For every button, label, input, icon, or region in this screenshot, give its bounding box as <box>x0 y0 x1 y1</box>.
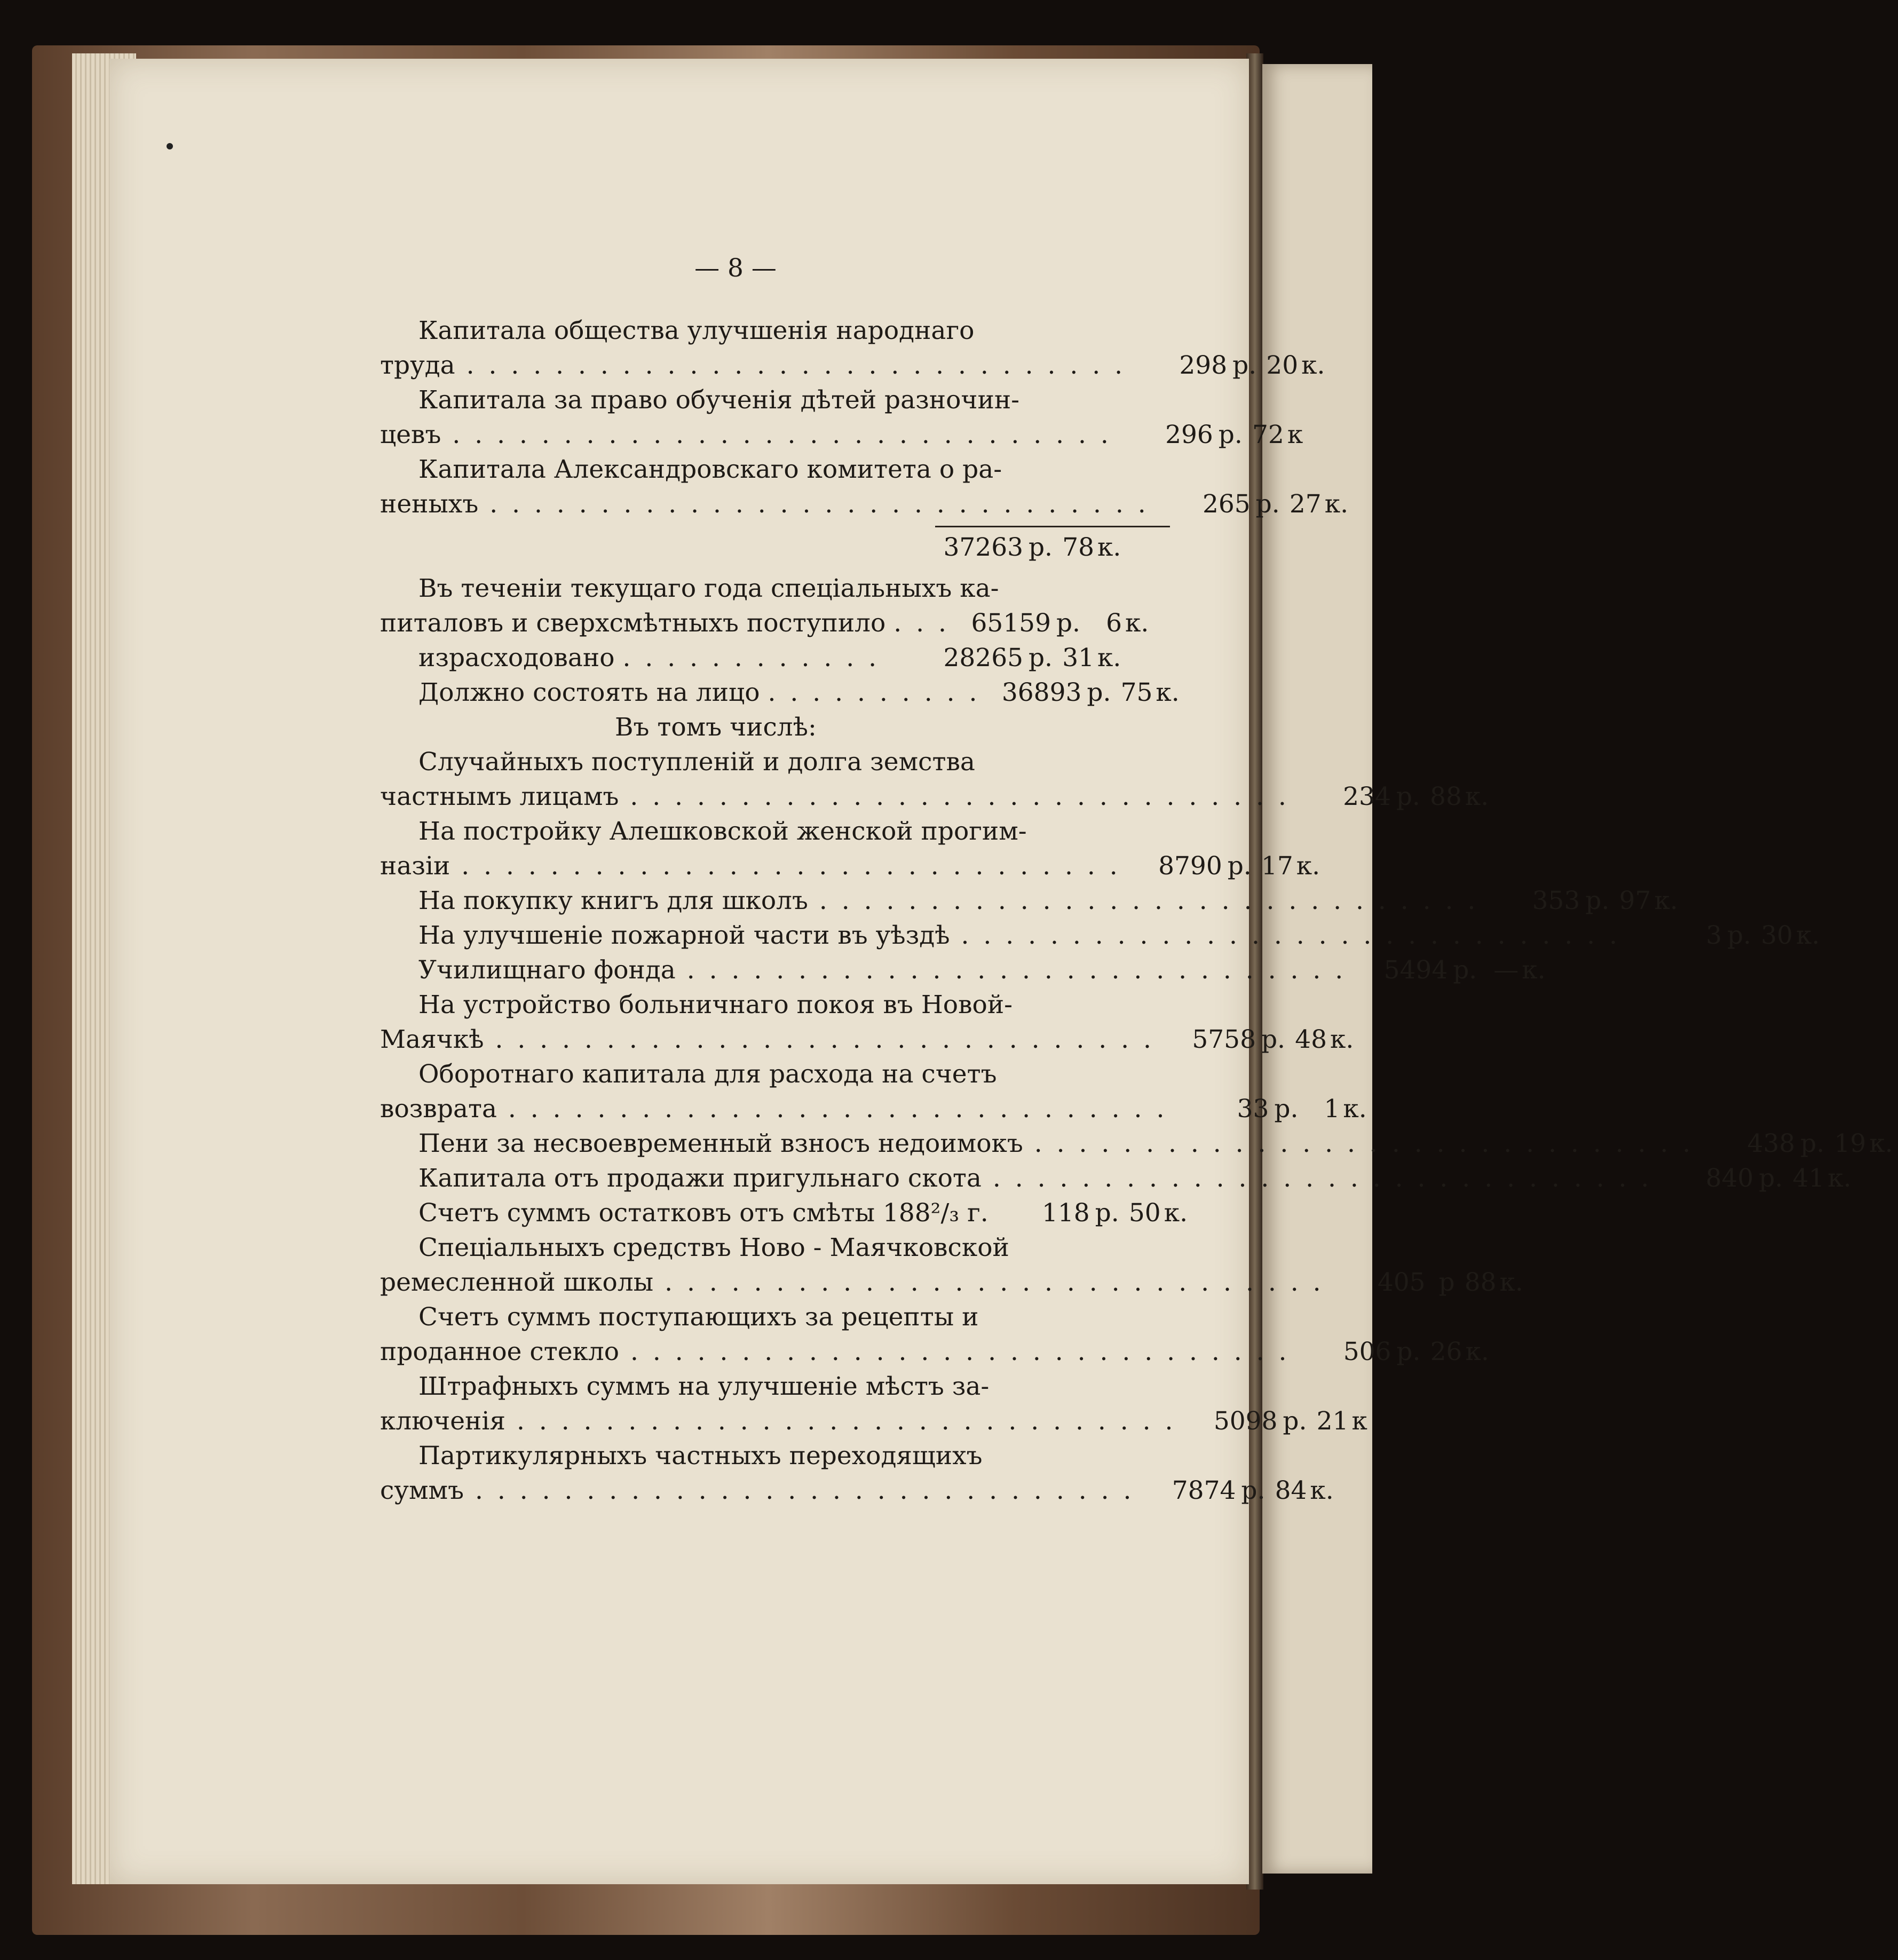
entry-label-text: Счетъ суммъ остатковъ отъ смѣты 188²/₃ г. <box>418 1198 988 1228</box>
entry-label <box>380 348 1126 383</box>
kopecks: 1 <box>1324 1094 1340 1124</box>
entry-row <box>380 1092 1367 1126</box>
amount: 5098 <box>1213 1406 1278 1436</box>
entry-text-line: На устройство больничнаго покоя въ Новой- <box>418 990 1013 1019</box>
unit-kop: к <box>1287 420 1303 449</box>
amount: 37263 <box>943 533 1023 562</box>
entry-label-text: Маячкѣ <box>380 1025 484 1054</box>
kopecks: 20 <box>1266 351 1299 380</box>
spent-label: израсходовано . . . . . . . . . . . . <box>418 643 880 673</box>
leader-dots: . . . . . . . . . . . . . . . . . . . . . . . . . . . . . . <box>950 921 1620 950</box>
entry-label <box>380 1404 1176 1439</box>
unit-kop: к <box>1351 1406 1367 1436</box>
entry-text-line: Оборотнаго капитала для расхода на счетъ <box>418 1060 997 1089</box>
kopecks: 84 <box>1275 1476 1307 1505</box>
leader-dots: . . . . . . . . . . . . . . . . . . . . . . . . . . . . . . <box>981 1164 1652 1193</box>
entry-label-text: возврата <box>380 1094 497 1124</box>
entry-row <box>380 883 1678 918</box>
kopecks: 78 <box>1062 533 1094 562</box>
ink-dot <box>167 143 173 149</box>
page-number: — 8 — <box>694 254 777 283</box>
unit-rub: р. <box>1283 1406 1307 1436</box>
entry-row <box>380 953 1546 987</box>
entry-text-line: Счетъ суммъ поступающихъ за рецепты и <box>418 1302 979 1332</box>
entry-row <box>380 1334 1489 1369</box>
unit-kop: к. <box>1465 1337 1489 1366</box>
unit-rub: р. <box>1800 1129 1825 1158</box>
amount: 65159 <box>971 608 1051 638</box>
unit-kop: к. <box>1465 782 1489 811</box>
unit-kop: к. <box>1097 643 1121 673</box>
unit-rub: р. <box>1274 1094 1299 1124</box>
leader-dots: . . . . . . . . . . . . . . . . . . . . . . . . . . . . . . <box>464 1476 1135 1505</box>
entry-row <box>380 1404 1367 1439</box>
unit-kop: к. <box>1097 533 1121 562</box>
amount: 506 <box>1343 1337 1391 1366</box>
amount: 234 <box>1343 782 1391 811</box>
amount: 353 <box>1532 886 1580 915</box>
entry-label-text: частнымъ лицамъ <box>380 782 619 811</box>
entry-label <box>380 1022 1154 1057</box>
kopecks: 72 <box>1252 420 1284 449</box>
unit-kop: к. <box>1654 886 1678 915</box>
entry-label-text: На улучшеніе пожарной части въ уѣздѣ <box>418 921 950 950</box>
unit-rub: р. <box>1232 351 1257 380</box>
leader-dots: . . . . . . . . . . . . . . . . . . . . . . . . . . . . . . <box>450 851 1121 881</box>
entry-label <box>380 1473 1134 1508</box>
entry-label-text: Училищнаго фонда <box>418 955 676 985</box>
amount: 5494 <box>1383 955 1448 985</box>
unit-rub: р. <box>1585 886 1610 915</box>
amount: 298 <box>1179 351 1228 380</box>
entry-row <box>380 348 1325 383</box>
entry-label-text: назіи <box>380 851 450 881</box>
entry-text-line: Штрафныхъ суммъ на улучшеніе мѣстъ за- <box>418 1372 990 1401</box>
entry-label-text: ключенія <box>380 1406 506 1436</box>
unit-kop: к. <box>1324 489 1349 519</box>
amount: 3 <box>1706 921 1722 950</box>
unit-rub: р. <box>1241 1476 1266 1505</box>
kopecks: 88 <box>1464 1268 1497 1297</box>
balance-row <box>380 675 1180 710</box>
unit-rub: р. <box>1028 643 1053 673</box>
unit-kop: к. <box>1522 955 1546 985</box>
kopecks: 17 <box>1261 851 1293 881</box>
entry-row <box>380 1473 1334 1508</box>
unit-rub: р. <box>1727 921 1751 950</box>
entry-row <box>380 1126 1893 1161</box>
unit-rub: р. <box>1255 489 1280 519</box>
leader-dots: . . . . . . . . . . . . . . . . . . . . . . . . . . . . . . <box>1023 1129 1694 1158</box>
unit-rub: р. <box>1396 782 1420 811</box>
unit-kop: к. <box>1828 1164 1852 1193</box>
leader-dots: . . . . . . . . . . . . . . . . . . . . . . . . . . . . . . <box>619 1337 1290 1366</box>
entry-text-line: На постройку Алешковской женской прогим- <box>418 817 1027 846</box>
kopecks: 41 <box>1792 1164 1825 1193</box>
entry-row <box>380 417 1303 452</box>
kopecks: — <box>1493 955 1519 985</box>
leader-dots: . . . . . . . . . . . . . . . . . . . . . . . . . . . . . . <box>505 1406 1176 1436</box>
entry-row <box>380 1196 1188 1230</box>
unit-rub: р. <box>1453 955 1477 985</box>
entry-row <box>380 487 1349 521</box>
leader-dots: . . . . . . . . . . . . . . . . . . . . . . . . . . . . . . <box>496 1094 1168 1124</box>
kopecks: 75 <box>1120 678 1153 707</box>
entry-label <box>380 417 1112 452</box>
entry-label-text: ремесленной школы <box>380 1268 654 1297</box>
entry-label <box>380 883 1478 918</box>
entry-row <box>380 1161 1852 1196</box>
amount: 405 <box>1377 1268 1426 1297</box>
entry-label <box>380 849 1121 883</box>
spent-row <box>380 641 1123 675</box>
amount: 33 <box>1237 1094 1269 1124</box>
unit-rub: р. <box>1218 420 1243 449</box>
entry-label-text: Пени за несвоевременный взносъ недоимокъ <box>418 1129 1023 1158</box>
amount: 28265 <box>943 643 1023 673</box>
unit-kop: к. <box>1310 1476 1334 1505</box>
leader-dots: . . . . . . . . . . . . . . . . . . . . . . . . . . . . . . <box>441 420 1112 449</box>
total-row <box>380 530 1123 565</box>
entry-row <box>380 779 1489 814</box>
leader-dots: . . . . . . . . . . . . . . . . . . . . . . . . . . . . . . <box>653 1268 1324 1297</box>
kopecks: 21 <box>1316 1406 1349 1436</box>
entry-label <box>380 1092 1167 1126</box>
unit-kop: к. <box>1796 921 1820 950</box>
receipts-row <box>380 606 1149 641</box>
unit-rub: р. <box>1028 533 1053 562</box>
kopecks: 19 <box>1834 1129 1867 1158</box>
entry-label <box>380 918 1620 953</box>
entry-label <box>380 1334 1290 1369</box>
amount: 840 <box>1705 1164 1754 1193</box>
balance-label: Должно состоять на лицо . . . . . . . . . . <box>418 678 980 707</box>
entry-text-line: Капитала Александровскаго комитета о ра- <box>418 455 1002 484</box>
amount: 5758 <box>1192 1025 1256 1054</box>
unit-rub: р. <box>1759 1164 1783 1193</box>
amount: 36893 <box>1001 678 1082 707</box>
entry-label-text: неныхъ <box>380 489 479 519</box>
entry-label <box>380 487 1149 521</box>
entry-label <box>380 1265 1324 1300</box>
entry-text-line: Случайныхъ поступленій и долга земства <box>418 747 975 777</box>
entry-label-text: труда <box>380 351 455 380</box>
entry-label <box>380 1196 988 1230</box>
unit-rub: р. <box>1087 678 1111 707</box>
unit-kop: к. <box>1499 1268 1523 1297</box>
amount: 8790 <box>1158 851 1222 881</box>
entry-row <box>380 918 1820 953</box>
receipts-label: питаловъ и сверхсмѣтныхъ поступило . . . <box>380 608 950 638</box>
unit-kop: к. <box>1301 351 1325 380</box>
leader-dots: . . . . . . . . . . . . . . . . . . . . . . . . . . . . . . <box>484 1025 1154 1054</box>
kopecks: 88 <box>1430 782 1462 811</box>
kopecks: 30 <box>1761 921 1793 950</box>
entry-label-text: проданное стекло <box>380 1337 620 1366</box>
unit-rub: р. <box>1396 1337 1421 1366</box>
entry-row <box>380 1022 1354 1057</box>
unit-kop: к. <box>1125 608 1149 638</box>
entry-label <box>380 953 1346 987</box>
entry-label <box>380 779 1290 814</box>
kopecks: 97 <box>1619 886 1651 915</box>
unit-rub: р. <box>1056 608 1080 638</box>
leader-dots: . . . . . . . . . . . . . . . . . . . . . . . . . . . . . . <box>455 351 1126 380</box>
unit-rub: р <box>1438 1268 1455 1297</box>
unit-rub: р. <box>1095 1198 1119 1228</box>
unit-kop: к. <box>1869 1129 1893 1158</box>
kopecks: 27 <box>1289 489 1322 519</box>
unit-kop: к. <box>1156 678 1180 707</box>
entry-label-text: суммъ <box>380 1476 464 1505</box>
amount: 7874 <box>1172 1476 1236 1505</box>
amount: 438 <box>1747 1129 1796 1158</box>
unit-kop: к. <box>1164 1198 1188 1228</box>
unit-rub: р. <box>1261 1025 1285 1054</box>
kopecks: 48 <box>1295 1025 1327 1054</box>
kopecks: 26 <box>1430 1337 1462 1366</box>
receipts-line1: Въ теченіи текущаго года спеціальныхъ ка- <box>418 574 999 603</box>
sum-rule <box>380 526 1123 528</box>
entry-text-line: Партикулярныхъ частныхъ переходящихъ <box>418 1441 983 1471</box>
entries-section-b <box>380 745 1893 1508</box>
unit-kop: к. <box>1296 851 1320 881</box>
kopecks: 6 <box>1106 608 1122 638</box>
entry-label-text: Капитала отъ продажи пригульнаго скота <box>418 1164 982 1193</box>
entry-text-line: Спеціальныхъ средствъ Ново - Маячковской <box>418 1233 1009 1262</box>
unit-kop: к. <box>1343 1094 1367 1124</box>
entry-text-line: Капитала общества улучшенія народнаго <box>418 316 975 345</box>
leader-dots: . . . . . . . . . . . . . . . . . . . . . . . . . . . . . . <box>675 955 1347 985</box>
kopecks: 50 <box>1128 1198 1161 1228</box>
page-text <box>380 251 1893 1508</box>
unit-kop: к. <box>1330 1025 1354 1054</box>
leader-dots: . . . . . . . . . . . . . . . . . . . . . . . . . . . . . . <box>619 782 1290 811</box>
amount: 118 <box>1041 1198 1090 1228</box>
leader-dots: . . . . . . . . . . . . . . . . . . . . . . . . . . . . . . <box>808 886 1479 915</box>
unit-rub: р. <box>1227 851 1252 881</box>
entries-section-a <box>380 313 1349 521</box>
entry-label-text: цевъ <box>380 420 441 449</box>
entry-row <box>380 1265 1523 1300</box>
entry-label <box>380 1161 1652 1196</box>
amount: 265 <box>1202 489 1251 519</box>
kopecks: 31 <box>1062 643 1094 673</box>
entry-text-line: Капитала за право обученія дѣтей разночин- <box>418 385 1020 415</box>
entry-row <box>380 849 1320 883</box>
including-heading: Въ томъ числѣ: <box>615 713 817 742</box>
leader-dots: . . . . . . . . . . . . . . . . . . . . . . . . . . . . . . <box>478 489 1149 519</box>
amount: 296 <box>1165 420 1213 449</box>
entry-label-text: На покупку книгъ для школъ <box>418 886 808 915</box>
entry-label <box>380 1126 1694 1161</box>
